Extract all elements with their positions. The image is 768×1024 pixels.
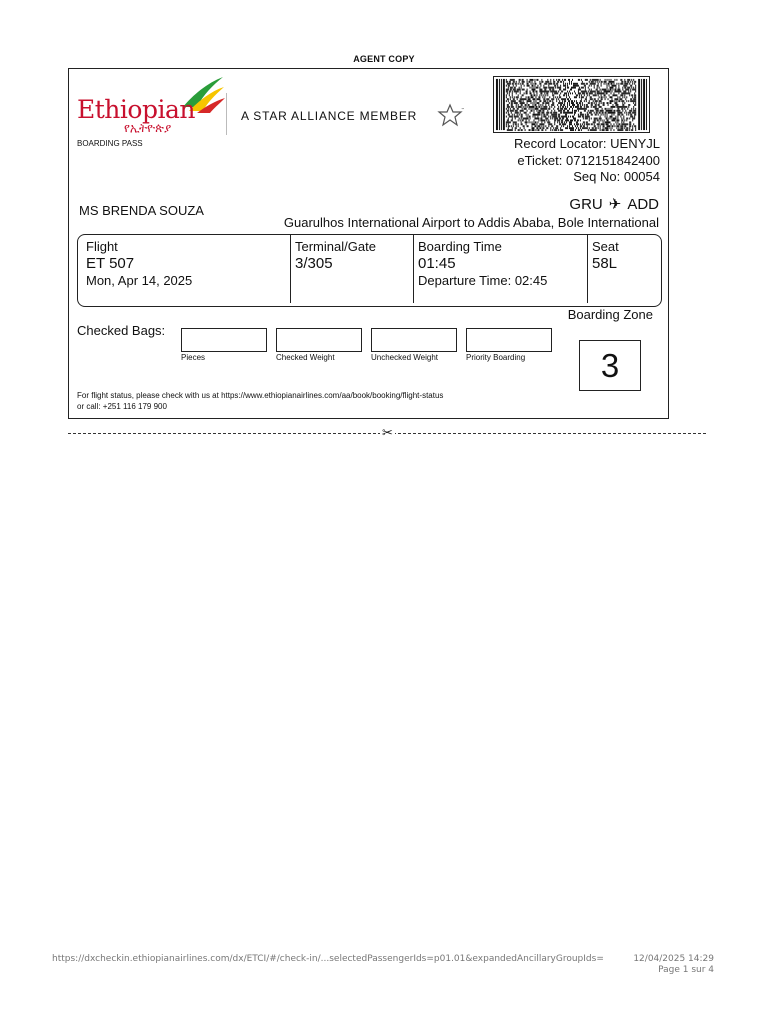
flight-date: Mon, Apr 14, 2025 bbox=[86, 273, 193, 288]
passenger-name: MS BRENDA SOUZA bbox=[79, 203, 204, 218]
airline-logo-text: Ethiopian bbox=[77, 95, 195, 124]
footer-url: https://dxcheckin.ethiopianairlines.com/dx/ETCI/#/check-in/...selectedPassengerIds=p01.01&expandedAncillaryGroupIds= bbox=[52, 954, 604, 964]
column-divider bbox=[413, 235, 414, 303]
boarding-pass-label: BOARDING PASS bbox=[77, 139, 143, 148]
route-codes bbox=[569, 195, 659, 213]
flight-column bbox=[86, 239, 192, 288]
unchecked-weight-label: Unchecked Weight bbox=[371, 353, 438, 362]
origin-code: GRU bbox=[569, 195, 603, 213]
agent-copy-heading: AGENT COPY bbox=[353, 54, 415, 64]
seat-value: 58L bbox=[592, 255, 618, 272]
boarding-time-column bbox=[418, 239, 547, 288]
scissors-icon: ✂ bbox=[382, 425, 393, 440]
pdf417-barcode bbox=[493, 76, 650, 133]
seat-label: Seat bbox=[592, 239, 619, 254]
footer-page-number: Page 1 sur 4 bbox=[658, 965, 714, 975]
checked-bags-label: Checked Bags: bbox=[77, 323, 166, 338]
boarding-zone-value: 3 bbox=[579, 340, 641, 391]
column-divider bbox=[290, 235, 291, 303]
airplane-icon: ✈ bbox=[608, 196, 622, 213]
boarding-zone-label: Boarding Zone bbox=[567, 307, 653, 322]
seat-column bbox=[592, 239, 619, 272]
unchecked-weight-box bbox=[371, 328, 457, 352]
column-divider bbox=[587, 235, 588, 303]
pieces-box bbox=[181, 328, 267, 352]
terminal-gate-value: 3/305 bbox=[295, 255, 333, 272]
star-alliance-text: A STAR ALLIANCE MEMBER bbox=[241, 109, 418, 123]
flight-status-phone: or call: +251 116 179 900 bbox=[77, 402, 167, 411]
priority-boarding-label: Priority Boarding bbox=[466, 353, 526, 362]
eticket-number: eTicket: 0712151842400 bbox=[517, 153, 660, 168]
star-alliance-icon bbox=[436, 103, 466, 127]
flight-status-note: For flight status, please check with us at https://www.ethiopianairlines.com/aa/book/booking/flight-status bbox=[77, 391, 444, 400]
priority-boarding-box bbox=[466, 328, 552, 352]
destination-code: ADD bbox=[627, 195, 659, 213]
terminal-gate-column bbox=[295, 239, 376, 272]
checked-weight-label: Checked Weight bbox=[276, 353, 335, 362]
terminal-gate-label: Terminal/Gate bbox=[295, 239, 376, 254]
sequence-number: Seq No: 00054 bbox=[573, 169, 660, 184]
svg-text:™: ™ bbox=[461, 107, 465, 112]
flight-details-box bbox=[77, 234, 662, 307]
record-locator: Record Locator: UENYJL bbox=[514, 136, 660, 151]
flight-number: ET 507 bbox=[86, 255, 135, 272]
flight-label: Flight bbox=[86, 239, 118, 254]
checked-weight-box bbox=[276, 328, 362, 352]
logo-divider bbox=[226, 93, 227, 135]
boarding-time-label: Boarding Time bbox=[418, 239, 502, 254]
airline-logo-amharic: የኢትዮጵያ bbox=[124, 121, 172, 135]
route-airports: Guarulhos International Airport to Addis Ababa, Bole International bbox=[283, 215, 659, 230]
boarding-pass-card bbox=[68, 68, 669, 419]
footer-datetime: 12/04/2025 14:29 bbox=[633, 954, 714, 964]
boarding-time-value: 01:45 bbox=[418, 255, 456, 272]
pieces-label: Pieces bbox=[181, 353, 206, 362]
departure-time: Departure Time: 02:45 bbox=[418, 273, 548, 288]
